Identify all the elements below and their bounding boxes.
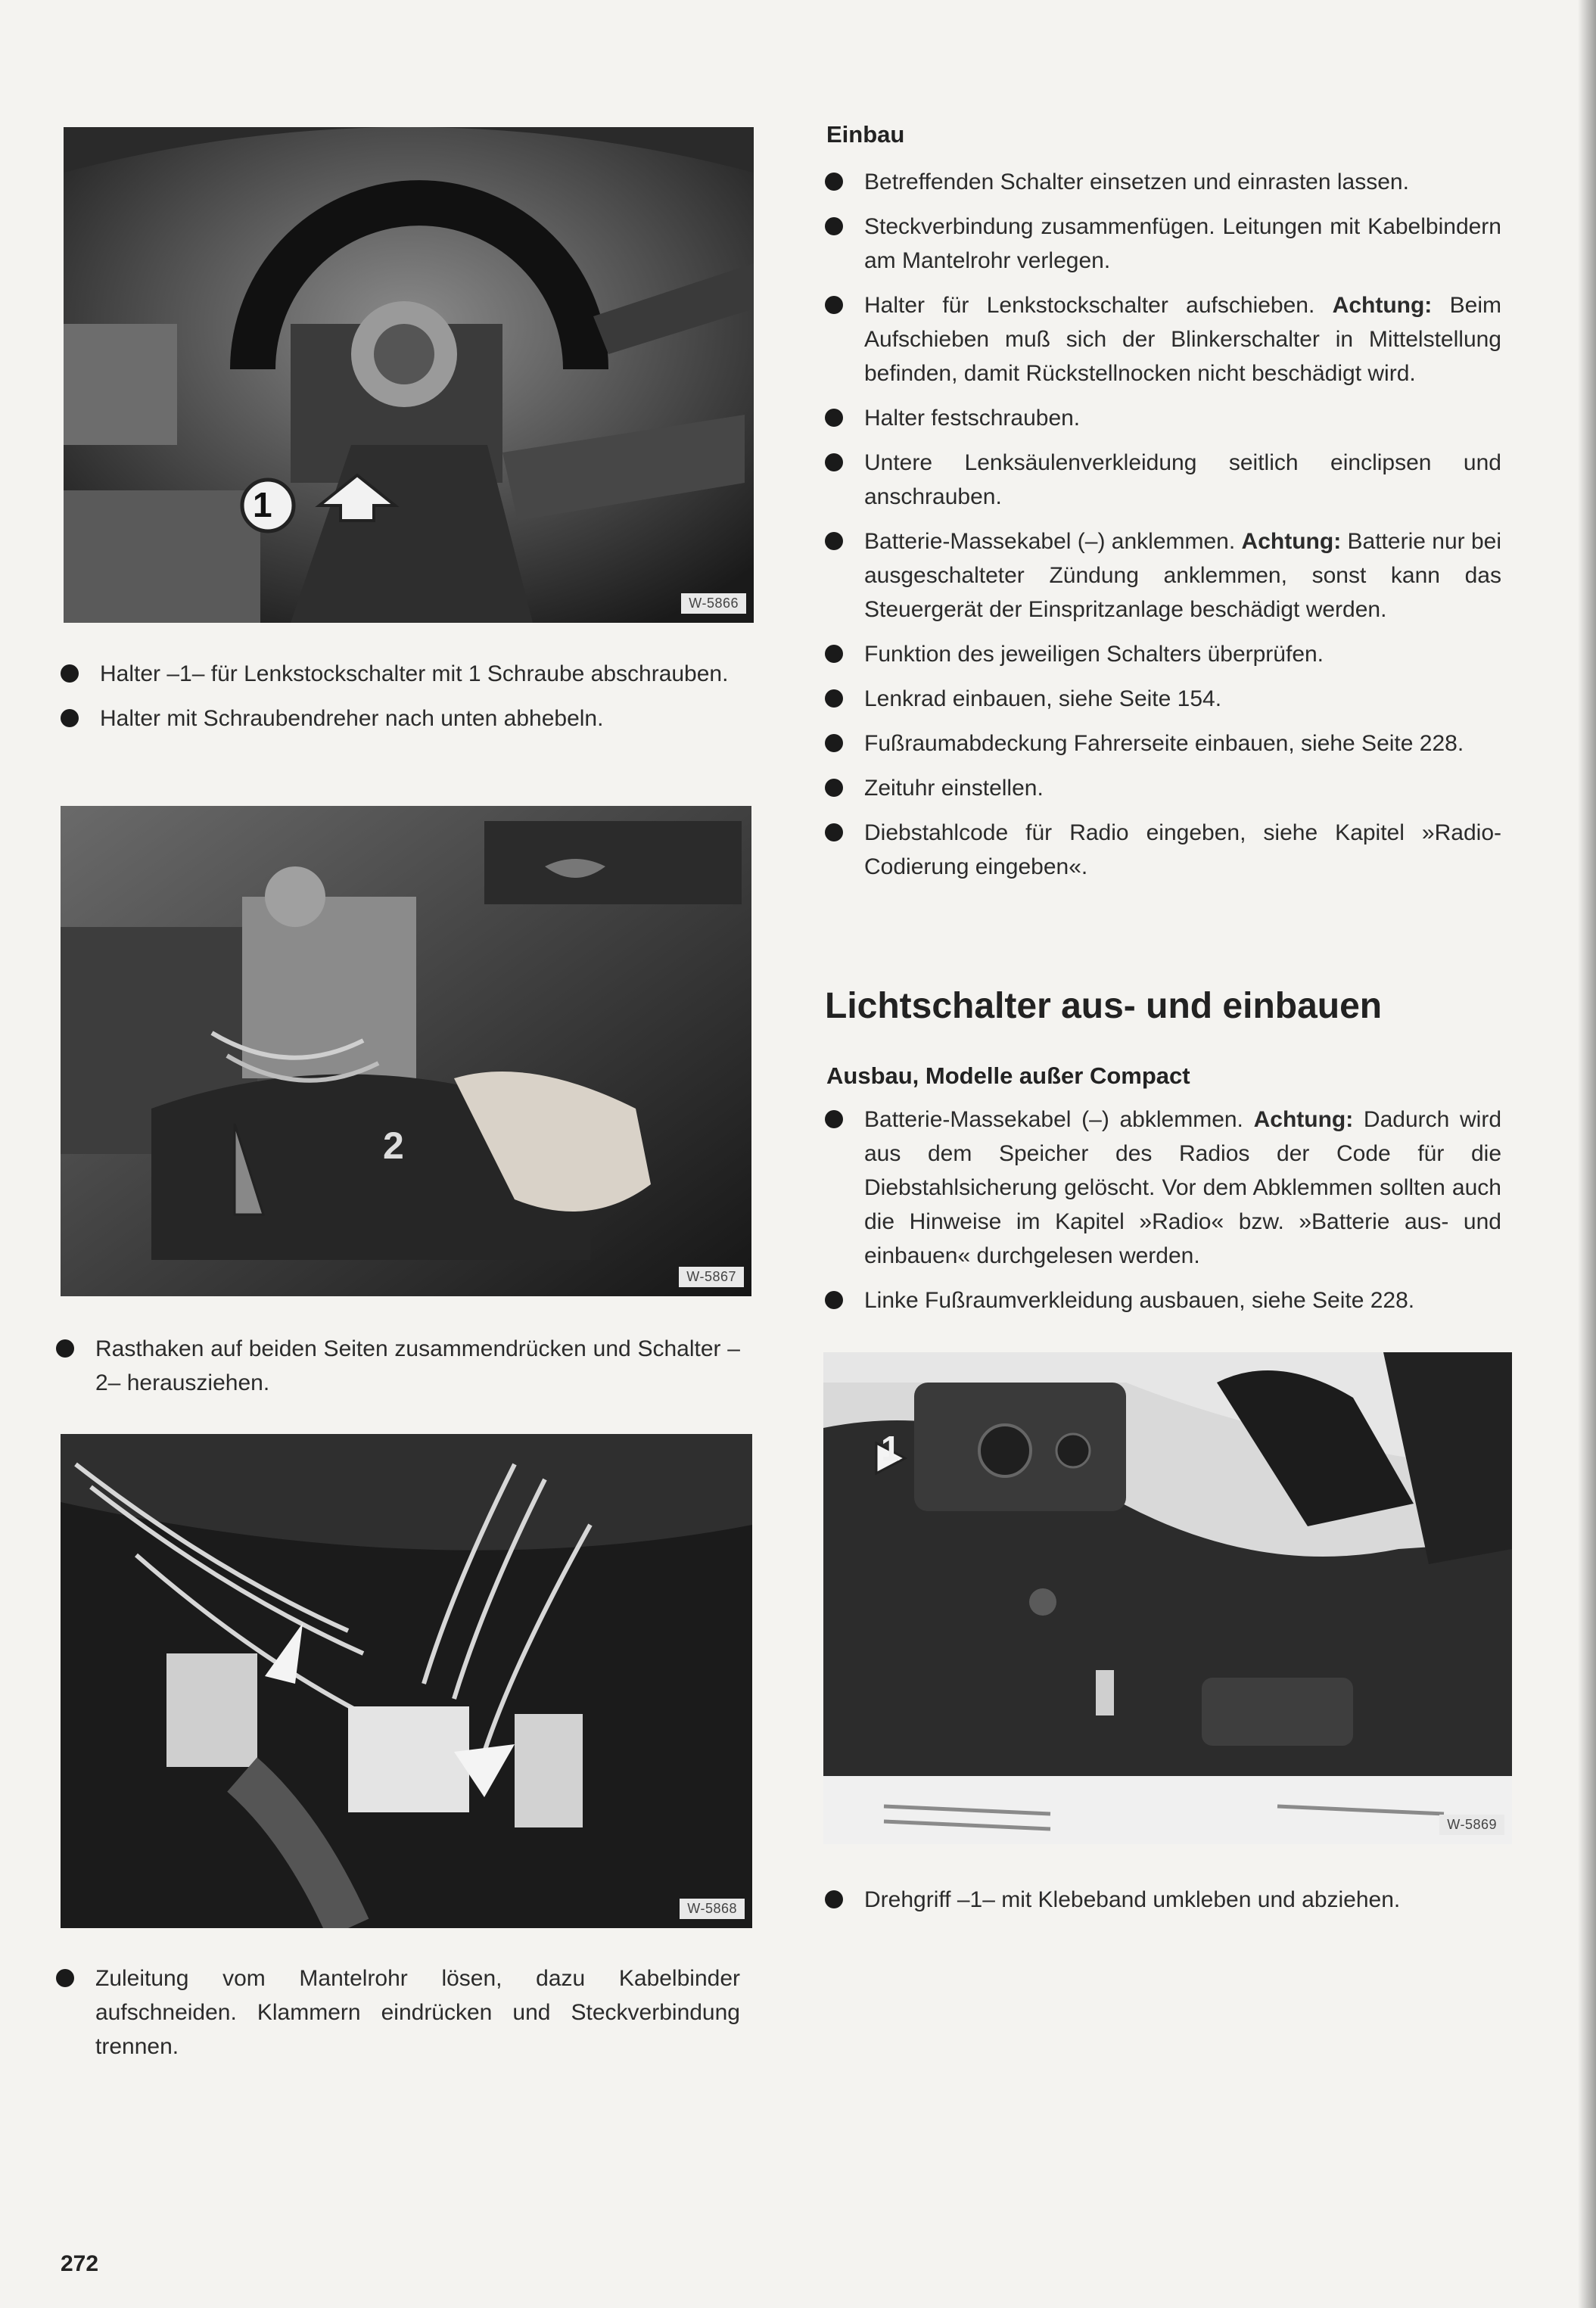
bullet-icon [825, 823, 843, 841]
einbau-list [825, 165, 1501, 894]
list-item: Fußraumabdeckung Fahrerseite einbauen, siehe Seite 228. [825, 726, 1501, 761]
photo-code: W-5868 [680, 1899, 745, 1919]
list-item: Zeituhr einstellen. [825, 771, 1501, 805]
bullet-icon [825, 453, 843, 471]
caption-list-2 [56, 1332, 740, 1411]
bullet-icon [825, 173, 843, 191]
bullet-icon [825, 734, 843, 752]
bullet-icon [56, 1339, 74, 1358]
list-item: Steckverbindung zusammenfügen. Leitungen mit Kabelbindern am Mantelrohr verlegen. [825, 210, 1501, 278]
bullet-icon [61, 709, 79, 727]
list-item: Funktion des jeweiligen Schalters überprüfen. [825, 637, 1501, 671]
caption-list-4 [825, 1883, 1501, 1927]
photo-code: W-5869 [1439, 1815, 1504, 1835]
einbau-heading: Einbau [826, 121, 905, 148]
photo-light-switch [823, 1352, 1512, 1844]
list-item: Halter festschrauben. [825, 401, 1501, 435]
list-item: Lenkrad einbauen, siehe Seite 154. [825, 682, 1501, 716]
list-item: Rasthaken auf beiden Seiten zusammendrücken und Schalter –2– herausziehen. [56, 1332, 740, 1400]
list-item: Halter –1– für Lenkstockschalter mit 1 Schraube abschrauben. [61, 657, 745, 691]
photo-w5867-image [61, 806, 751, 1296]
list-item: Halter mit Schraubendreher nach unten abhebeln. [61, 701, 745, 736]
photo-w5868-image [61, 1434, 752, 1928]
list-item: Drehgriff –1– mit Klebeband umkleben und abziehen. [825, 1883, 1501, 1917]
page-edge-shadow [1578, 0, 1596, 2308]
section-title: Lichtschalter aus- und einbauen [825, 986, 1383, 1026]
bullet-icon [825, 1291, 843, 1309]
photo-switch-removal [61, 806, 751, 1296]
photo-w5869-image [823, 1352, 1512, 1844]
list-item: Batterie-Massekabel (–) abklemmen. Achtung: Dadurch wird aus dem Speicher des Radios der Code für die Diebstahlsicherung gelöscht. Vor dem Abklemmen sollten auch die Hinweise im Kapitel »Radio« bzw. »Batterie aus- und einbauen« durchgelesen werden. [825, 1103, 1501, 1273]
bullet-icon [825, 1110, 843, 1128]
ausbau-list [825, 1103, 1501, 1328]
list-item: Untere Lenksäulenverkleidung seitlich einclipsen und anschrauben. [825, 446, 1501, 514]
list-item: Halter für Lenkstockschalter aufschieben. Achtung: Beim Aufschieben muß sich der Blinkerschalter in Mittelstellung befinden, damit Rückstellnocken nicht beschädigt wird. [825, 288, 1501, 390]
bullet-icon [825, 409, 843, 427]
bullet-icon [61, 664, 79, 683]
page-number: 272 [61, 2251, 99, 2276]
bullet-icon [825, 532, 843, 550]
bullet-icon [825, 296, 843, 314]
list-item: Linke Fußraumverkleidung ausbauen, siehe Seite 228. [825, 1283, 1501, 1317]
bullet-icon [825, 645, 843, 663]
bullet-icon [825, 689, 843, 708]
photo-callout-1: 1 [881, 1429, 901, 1468]
photo-wiring-connector [61, 1434, 752, 1928]
bullet-icon [56, 1969, 74, 1987]
photo-callout-2: 2 [383, 1124, 404, 1167]
caption-list-1 [61, 657, 745, 746]
list-item: Batterie-Massekabel (–) anklemmen. Achtung: Batterie nur bei ausgeschalteter Zündung anklemmen, sonst kann das Steuergerät der Einspritzanlage beschädigt werden. [825, 524, 1501, 627]
list-item: Diebstahlcode für Radio eingeben, siehe Kapitel »Radio-Codierung eingeben«. [825, 816, 1501, 884]
photo-code: W-5866 [681, 593, 746, 614]
list-item: Zuleitung vom Mantelrohr lösen, dazu Kabelbinder aufschneiden. Klammern eindrücken und Steckverbindung trennen. [56, 1961, 740, 2064]
bullet-icon [825, 779, 843, 797]
photo-steering-column-holder [64, 127, 754, 623]
photo-w5866-image [64, 127, 754, 623]
bullet-icon [825, 1890, 843, 1908]
photo-callout-1: 1 [253, 485, 272, 524]
caption-list-3 [56, 1961, 740, 2074]
bullet-icon [825, 217, 843, 235]
list-item: Betreffenden Schalter einsetzen und einrasten lassen. [825, 165, 1501, 199]
ausbau-heading: Ausbau, Modelle außer Compact [826, 1062, 1190, 1089]
photo-code: W-5867 [679, 1267, 744, 1287]
